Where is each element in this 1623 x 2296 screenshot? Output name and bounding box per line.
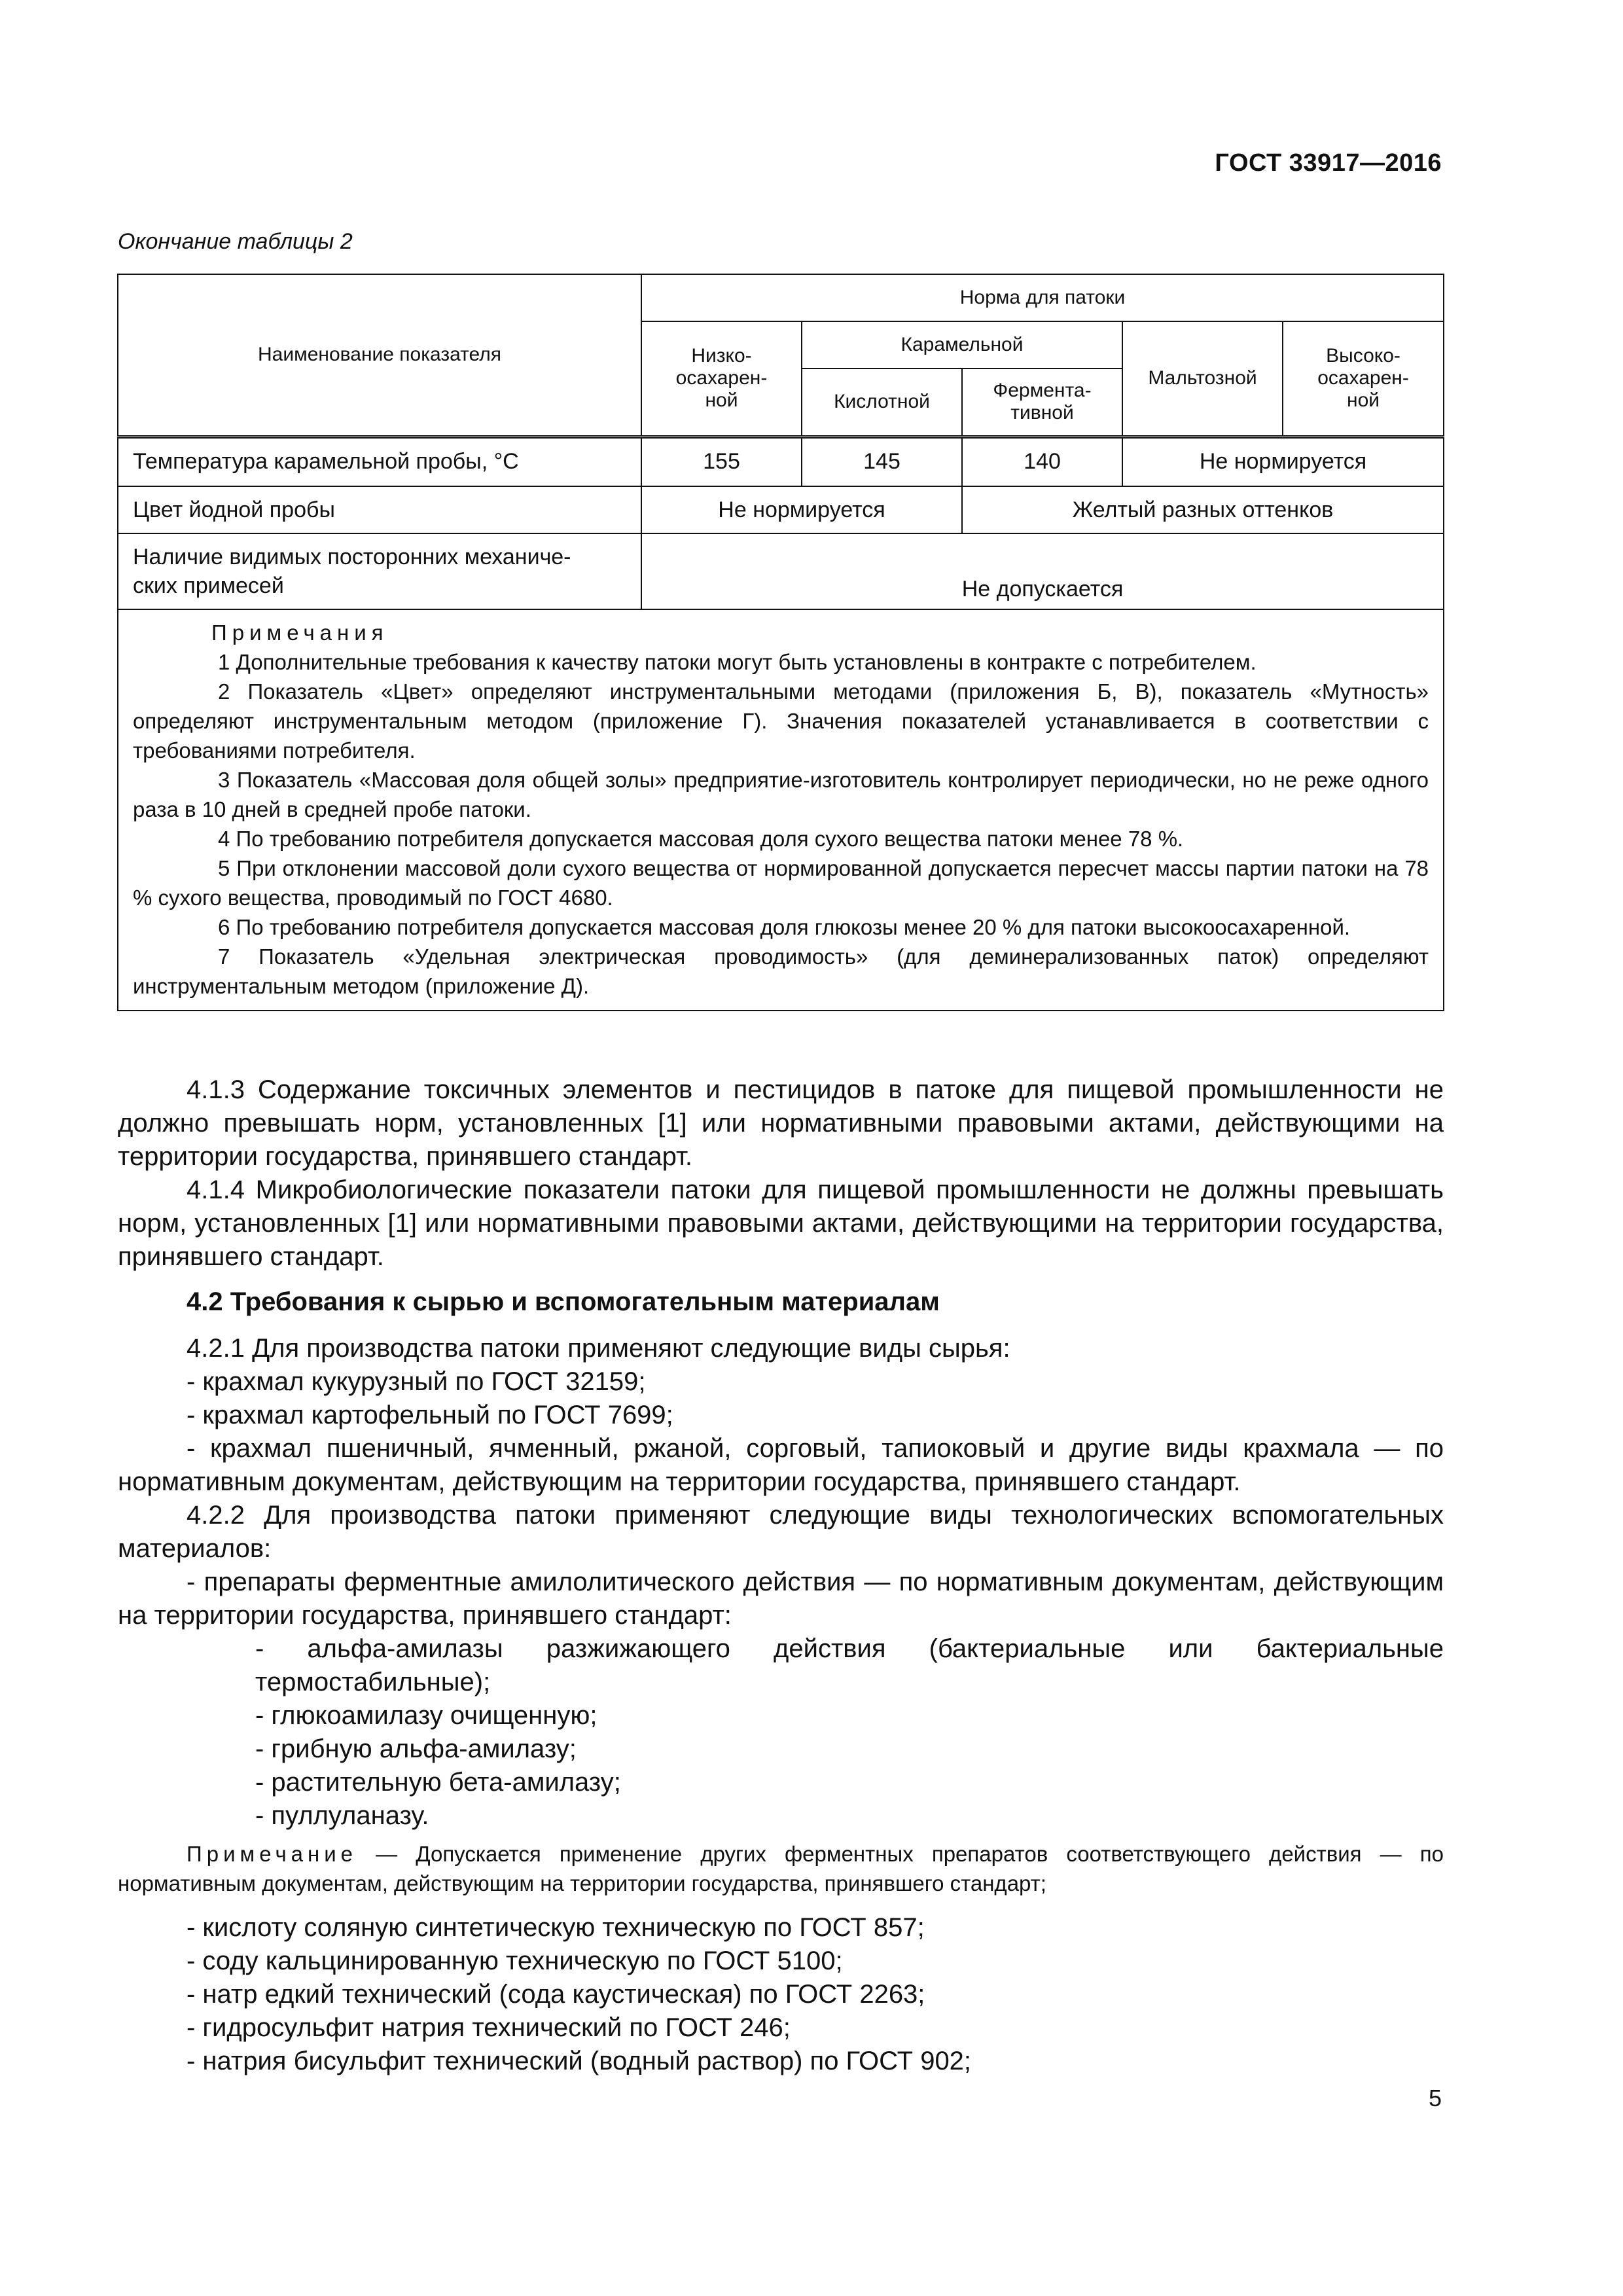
list-item: - крахмал картофельный по ГОСТ 7699;	[187, 1401, 673, 1429]
cell-value: Не нормируется	[641, 486, 962, 533]
note-item: 5 При отклонении массовой доли сухого вещества от нормированной допускается пересчет массы партии патоки на 78 % сухого вещества, проводимый по ГОСТ 4680.	[133, 856, 1429, 910]
row-name: Температура карамельной пробы, °С	[118, 437, 641, 486]
note-item: 7 Показатель «Удельная электрическая проводимость» (для деминерализованных паток) определяют инструментальным методом (приложение Д).	[133, 944, 1429, 998]
norms-table	[117, 274, 1444, 1011]
enzyme-note	[118, 1839, 1444, 1898]
list-item: - крахмал кукурузный по ГОСТ 32159;	[187, 1367, 646, 1396]
header-maltose: Мальтозной	[1122, 321, 1283, 437]
note-item: 2 Показатель «Цвет» определяют инструментальными методами (приложения Б, В), показатель «Мутность» определяют инструментальным методом (приложение Г). Значения показателей устанавливается в соответствии с требованиями потребителя.	[133, 679, 1429, 762]
header-high: Высоко- осахарен- ной	[1283, 321, 1444, 437]
paragraph-4-2-1: 4.2.1 Для производства патоки применяют следующие виды сырья:	[187, 1334, 1010, 1363]
notes-title: Примечания	[211, 620, 389, 645]
note-item: 1 Дополнительные требования к качеству патоки могут быть установлены в контракте с потребителем.	[218, 650, 1257, 674]
note-label: Примечание	[187, 1842, 358, 1866]
sub-list-item: - глюкоамилазу очищенную;	[255, 1701, 597, 1730]
section-heading-4-2: 4.2 Требования к сырью и вспомогательным материалам	[187, 1287, 940, 1316]
sub-list-item: - пуллуланазу.	[255, 1801, 429, 1830]
header-norm-group: Норма для патоки	[641, 274, 1444, 321]
body-text	[118, 1073, 1444, 2078]
note-item: 6 По требованию потребителя допускается массовая доля глюкозы менее 20 % для патоки высокоосахаренной.	[218, 915, 1351, 939]
row-name: Наличие видимых посторонних механиче- ских примесей	[118, 533, 641, 609]
note-item: 4 По требованию потребителя допускается массовая доля сухого вещества патоки менее 78 %.	[218, 827, 1184, 851]
list-item: - натрия бисульфит технический (водный раствор) по ГОСТ 902;	[187, 2047, 972, 2075]
table-row	[118, 486, 1444, 533]
header-low: Низко- осахарен- ной	[641, 321, 802, 437]
list-item: - кислоту соляную синтетическую техническую по ГОСТ 857;	[187, 1913, 925, 1942]
cell-value: 140	[962, 437, 1122, 486]
header-caramel: Карамельной	[802, 321, 1122, 368]
standard-code: ГОСТ 33917—2016	[1215, 149, 1442, 177]
table-row	[118, 437, 1444, 486]
header-acid: Кислотной	[802, 368, 962, 437]
note-text: — Допускается применение других ферментных препаратов соответствующего действия — по нормативным документам, действующим на территории государства, принявшего стандарт;	[118, 1842, 1444, 1895]
cell-value: Не допускается	[641, 533, 1444, 609]
header-enzyme: Фермента- тивной	[962, 368, 1122, 437]
list-item: - препараты ферментные амилолитического действия — по нормативным документам, действующим на территории государства, принявшего стандарт:	[118, 1568, 1444, 1630]
cell-value: Желтый разных оттенков	[962, 486, 1444, 533]
cell-value: Не нормируется	[1122, 437, 1444, 486]
table-caption: Окончание таблицы 2	[118, 229, 353, 254]
row-name: Цвет йодной пробы	[118, 486, 641, 533]
list-item: - крахмал пшеничный, ячменный, ржаной, сорговый, тапиоковый и другие виды крахмала — по нормативным документам, действующим на территории государства, принявшего стандарт.	[118, 1434, 1444, 1496]
notes-row	[118, 609, 1444, 1011]
cell-value: 145	[802, 437, 962, 486]
paragraph-4-1-3: 4.1.3 Содержание токсичных элементов и пестицидов в патоке для пищевой промышленности не должно превышать норм, установленных [1] или нормативными правовыми актами, действующими на территории государства, принявшего стандарт.	[118, 1075, 1444, 1171]
sub-list-item: - альфа-амилазы разжижающего действия (бактериальные или бактериальные термостабильные);	[255, 1634, 1444, 1696]
paragraph-4-1-4: 4.1.4 Микробиологические показатели патоки для пищевой промышленности не должны превышать норм, установленных [1] или нормативными правовыми актами, действующими на территории государства, принявшего стандарт.	[118, 1175, 1444, 1271]
paragraph-4-2-2: 4.2.2 Для производства патоки применяют следующие виды технологических вспомогательных материалов:	[118, 1501, 1444, 1563]
header-indicator: Наименование показателя	[118, 274, 641, 437]
sub-list-item: - грибную альфа-амилазу;	[255, 1734, 577, 1763]
list-item: - соду кальцинированную техническую по ГОСТ 5100;	[187, 1946, 843, 1975]
note-item: 3 Показатель «Массовая доля общей золы» предприятие-изготовитель контролирует периодически, но не реже одного раза в 10 дней в средней пробе патоки.	[133, 768, 1429, 821]
sub-list-item: - растительную бета-амилазу;	[255, 1768, 621, 1797]
list-item: - натр едкий технический (сода каустическая) по ГОСТ 2263;	[187, 1980, 925, 2009]
cell-value: 155	[641, 437, 802, 486]
notes-cell	[118, 609, 1444, 1011]
table-row	[118, 533, 1444, 609]
list-item: - гидросульфит натрия технический по ГОСТ 246;	[187, 2013, 791, 2042]
page-number: 5	[1428, 2085, 1442, 2111]
